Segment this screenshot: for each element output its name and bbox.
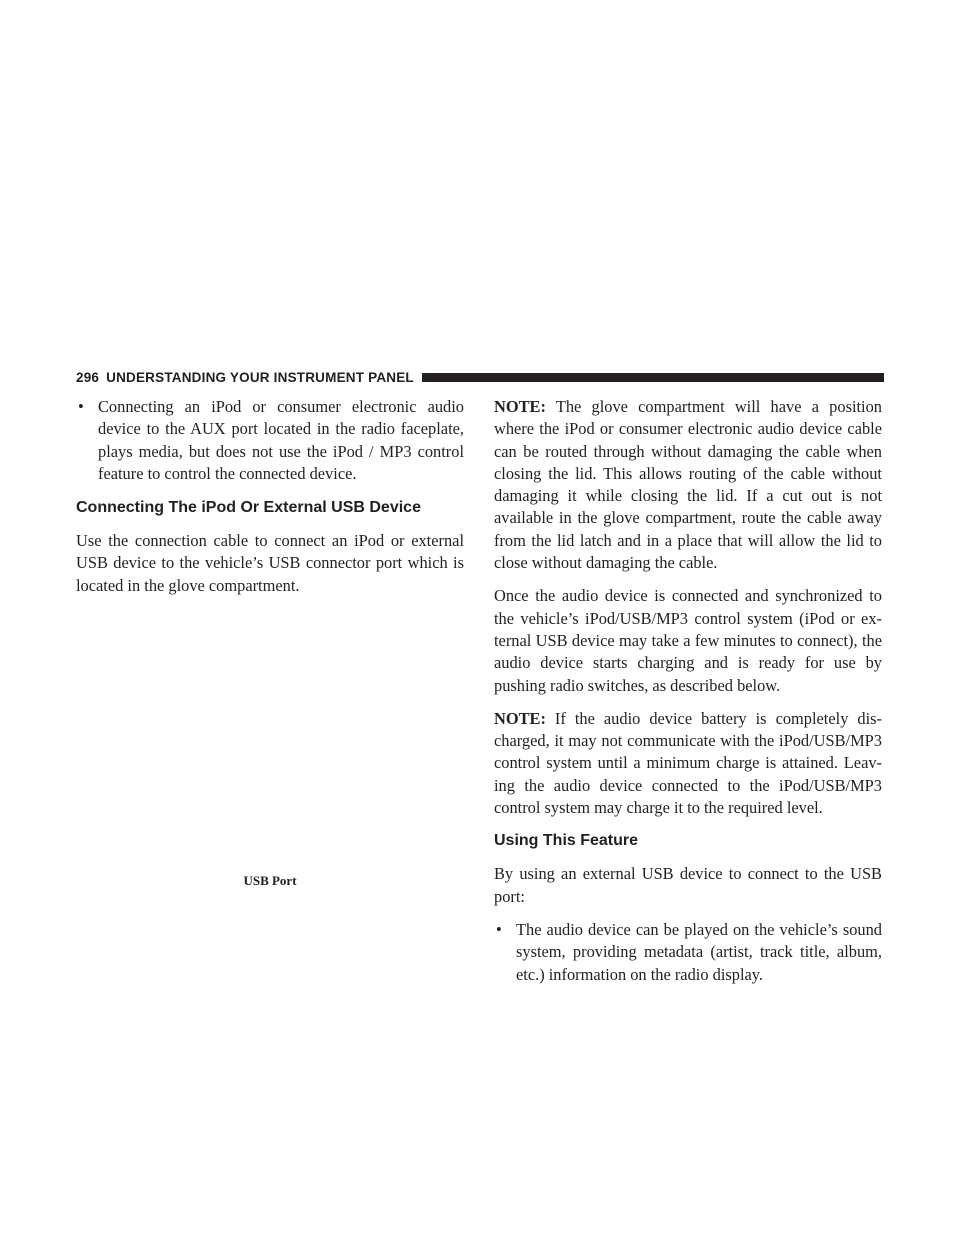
section-title: UNDERSTANDING YOUR INSTRUMENT PANEL [106, 369, 414, 385]
note-paragraph [494, 396, 882, 574]
note-label: NOTE: [494, 708, 546, 728]
paragraph: Once the audio device is connected and synchronized to the vehicle’s iPod/USB/MP3 control system (iPod or ex-ternal USB device may take a few minutes to connect), the audio device starts charging and is ready for use by pushing radio switches, as described below. [494, 586, 882, 695]
figure [76, 608, 464, 892]
figure-caption: USB Port [243, 872, 297, 888]
right-column [494, 396, 882, 998]
bullet-icon: • [496, 919, 502, 939]
section-heading: Using This Feature [494, 832, 639, 850]
paragraph: Use the connection cable to connect an iPod or external USB device to the vehicle’s USB connector port which is located in the glove compartment. [76, 531, 464, 595]
note-text: If the audio device battery is completely dis-charged, it may not communicate with the iPod/USB/MP3 control system until a minimum charge is attained. Leav-ing the audio device connected to the iPod/USB/MP3 control system may charge it to the required level. [494, 708, 882, 818]
bullet-text: The audio device can be played on the vehicle’s sound system, providing metadata (artist, track title, album, etc.) information on the radio display. [516, 919, 882, 984]
bullet-text: Connecting an iPod or consumer electronic audio device to the AUX port located in the radio faceplate, plays media, but does not use the iPod / MP3 control feature to control the connected device. [98, 397, 464, 483]
note-paragraph [494, 708, 882, 819]
section-heading: Connecting The iPod Or External USB Device [76, 499, 421, 517]
page-header [76, 366, 884, 388]
note-label: NOTE: [494, 397, 546, 416]
header-rule [422, 373, 884, 382]
bullet-icon: • [78, 397, 84, 416]
page-number: 296 [76, 369, 100, 385]
bullet-item [76, 396, 464, 485]
bullet-item [494, 919, 882, 986]
note-text: The glove compartment will have a position where the iPod or consumer electronic audio device cable can be routed through without damaging the cable when closing the lid. This allows routing of the cable without damaging it while closing the lid. If a cut out is not available in the glove compartment, route the cable away from the lid latch and in a place that will allow the lid to close without damaging the cable. [494, 397, 882, 573]
left-column [76, 396, 464, 892]
paragraph: By using an external USB device to connect to the USB port: [494, 864, 882, 906]
